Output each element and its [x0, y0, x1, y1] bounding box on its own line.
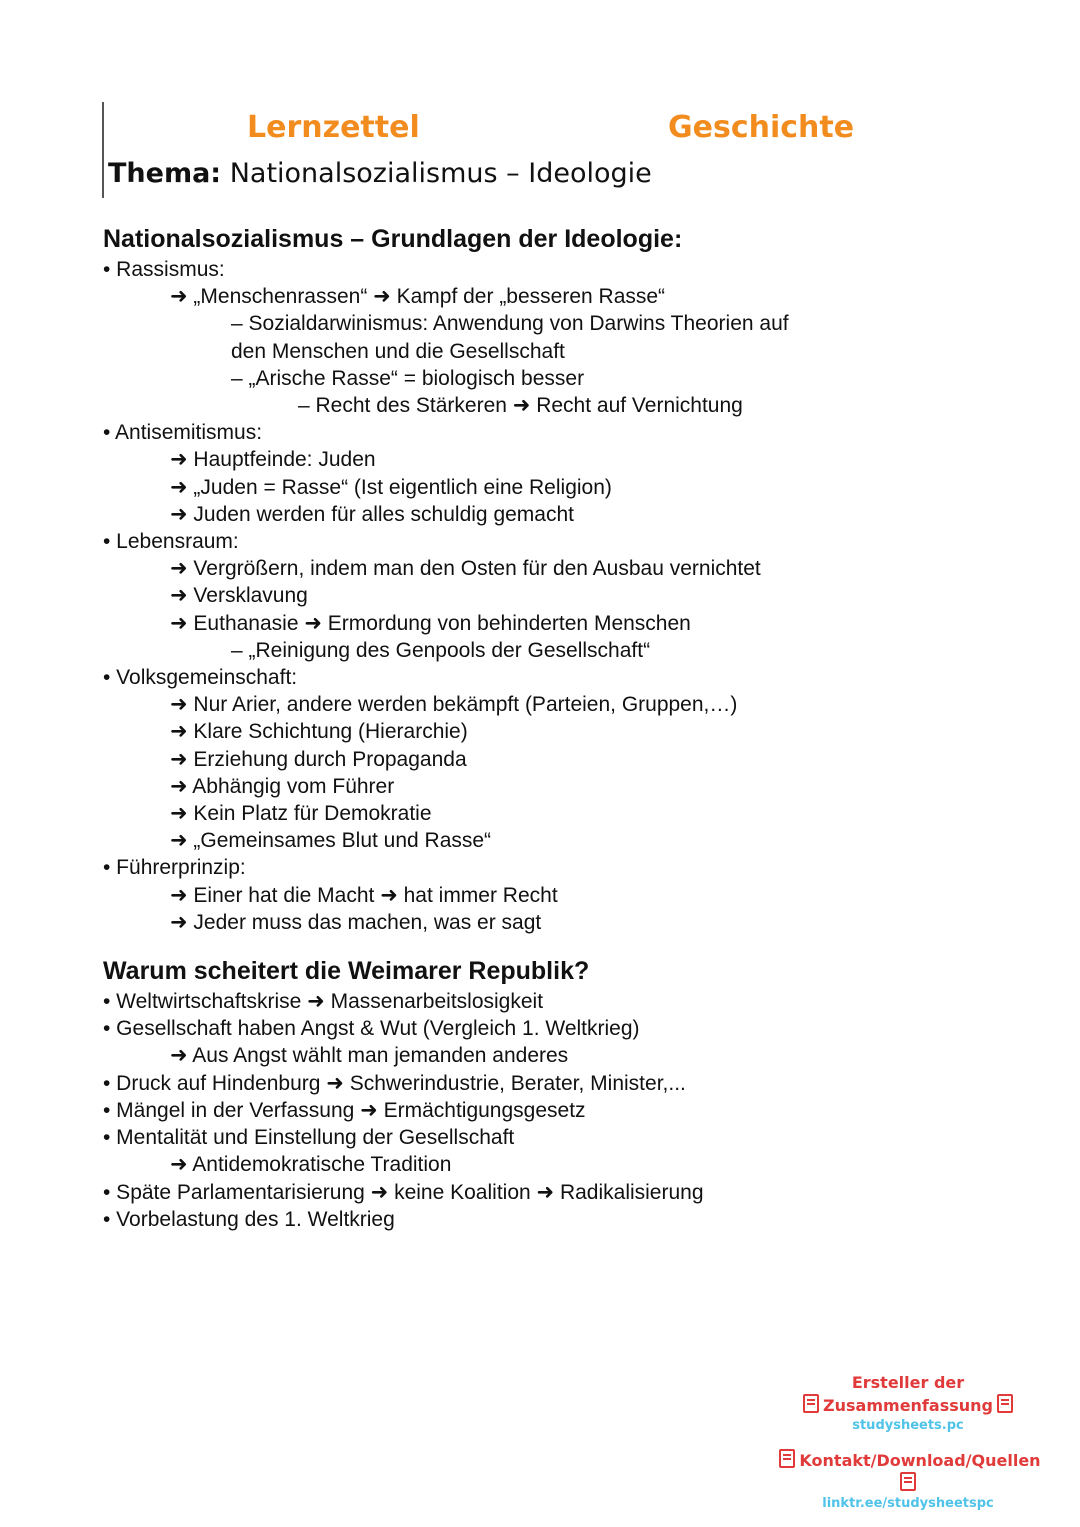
- subject-title: Geschichte: [668, 110, 855, 145]
- sub-item: ➜ Juden werden für alles schuldig gemacht: [170, 502, 574, 526]
- credit-handle[interactable]: studysheets.pc: [852, 1418, 964, 1433]
- sub-item: – Recht des Stärkeren ➜ Recht auf Vernichtung: [298, 394, 743, 418]
- sub-item: ➜ Aus Angst wählt man jemanden anderes: [170, 1044, 569, 1068]
- sub-item: ➜ „Menschenrassen“ ➜ Kampf der „besseren Rasse“: [170, 285, 666, 309]
- bullet-item: • Weltwirtschaftskrise ➜ Massenarbeitslosigkeit: [103, 990, 544, 1014]
- contact-text: Kontakt/Download/Quellen: [799, 1451, 1041, 1470]
- sub-item: ➜ Kein Platz für Demokratie: [170, 802, 432, 826]
- phone-icon: [900, 1472, 916, 1491]
- sub-item: den Menschen und die Gesellschaft: [231, 339, 565, 363]
- topic-text: Nationalsozialismus – Ideologie: [229, 158, 652, 189]
- document-title: Lernzettel: [247, 110, 420, 145]
- sub-item: – Sozialdarwinismus: Anwendung von Darwins Theorien auf: [231, 312, 789, 336]
- bullet-item: • Volksgemeinschaft:: [103, 666, 298, 690]
- bullet-item: • Mängel in der Verfassung ➜ Ermächtigungsgesetz: [103, 1098, 586, 1122]
- document-icon: [803, 1394, 819, 1413]
- sub-item: ➜ Einer hat die Macht ➜ hat immer Recht: [170, 883, 558, 907]
- bullet-item: • Mentalität und Einstellung der Gesellschaft: [103, 1126, 515, 1150]
- sub-item: ➜ Euthanasie ➜ Ermordung von behinderten Menschen: [170, 611, 691, 635]
- ideology-list: [103, 256, 1003, 936]
- sub-item: ➜ „Gemeinsames Blut und Rasse“: [170, 829, 492, 853]
- sub-item: ➜ Antidemokratische Tradition: [170, 1153, 452, 1177]
- header-divider: [102, 102, 104, 198]
- bullet-item: • Druck auf Hindenburg ➜ Schwerindustrie, Berater, Minister,...: [103, 1071, 686, 1095]
- bullet-item: • Rassismus:: [103, 258, 225, 281]
- notes-body: [103, 222, 1003, 1233]
- sub-item: ➜ Versklavung: [170, 584, 308, 608]
- document-icon: [997, 1394, 1013, 1413]
- section-heading-weimar: Warum scheitert die Weimarer Republik?: [103, 957, 590, 986]
- topic-line: [108, 158, 652, 189]
- bullet-item: • Führerprinzip:: [103, 856, 246, 880]
- sub-item: ➜ Abhängig vom Führer: [170, 774, 395, 798]
- phone-icon: [779, 1449, 795, 1468]
- sub-item: – „Arische Rasse“ = biologisch besser: [231, 366, 585, 390]
- sub-item: ➜ Vergrößern, indem man den Osten für den Ausbau vernichtet: [170, 557, 761, 581]
- bullet-item: • Lebensraum:: [103, 530, 239, 554]
- section-heading-ideology: Nationalsozialismus – Grundlagen der Ideologie:: [103, 225, 683, 253]
- sub-item: ➜ Nur Arier, andere werden bekämpft (Parteien, Gruppen,…): [170, 693, 738, 717]
- creator-credit: [770, 1372, 1046, 1513]
- sub-item: ➜ „Juden = Rasse“ (Ist eigentlich eine Religion): [170, 475, 612, 499]
- credit-line-1: Ersteller der: [851, 1373, 965, 1392]
- bullet-item: • Gesellschaft haben Angst & Wut (Vergleich 1. Weltkrieg): [103, 1017, 640, 1041]
- bullet-item: • Antisemitismus:: [103, 421, 263, 445]
- credit-line-2: [770, 1394, 1046, 1417]
- sub-item: ➜ Jeder muss das machen, was er sagt: [170, 910, 542, 934]
- sub-item: ➜ Erziehung durch Propaganda: [170, 747, 467, 771]
- sub-item: ➜ Klare Schichtung (Hierarchie): [170, 720, 468, 744]
- contact-link[interactable]: linktr.ee/studysheetspc: [822, 1496, 994, 1511]
- weimar-list: [103, 988, 1003, 1233]
- bullet-item: • Vorbelastung des 1. Weltkrieg: [103, 1207, 395, 1231]
- bullet-item: • Späte Parlamentarisierung ➜ keine Koalition ➜ Radikalisierung: [103, 1180, 704, 1204]
- credit-summary-text: Zusammenfassung: [823, 1396, 993, 1415]
- topic-label: Thema:: [108, 158, 222, 189]
- contact-line: [770, 1449, 1046, 1495]
- sub-item: – „Reinigung des Genpools der Gesellschaft“: [231, 638, 651, 662]
- sub-item: ➜ Hauptfeinde: Juden: [170, 448, 376, 472]
